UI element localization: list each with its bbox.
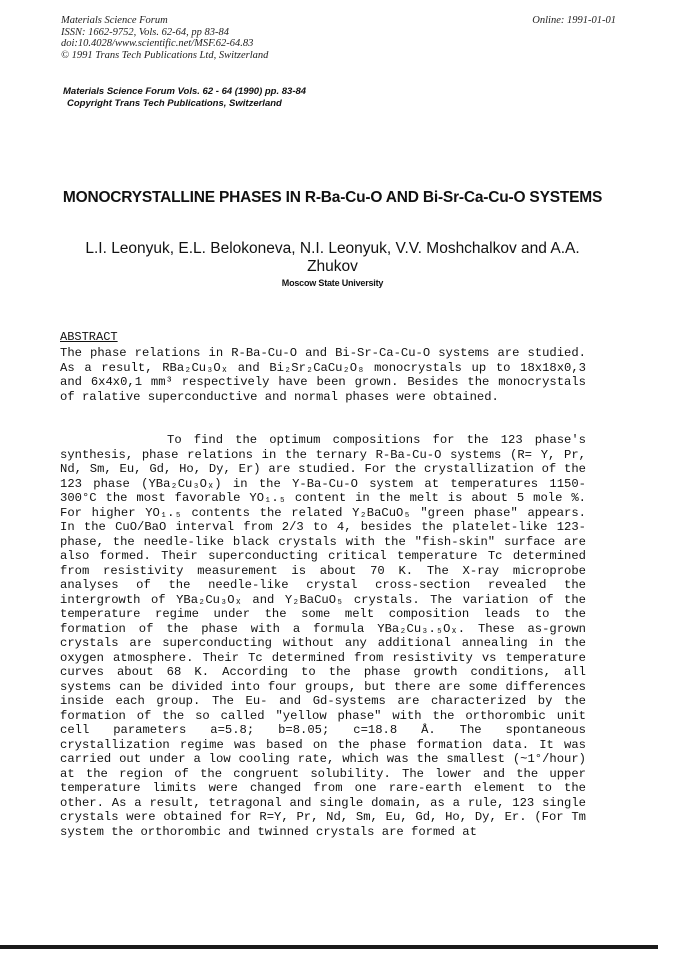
author-list: L.I. Leonyuk, E.L. Belokoneva, N.I. Leonyuk, V.V. Moshchalkov and A.A. Zhukov [85,240,580,275]
journal-citation [63,86,306,110]
doi-line[interactable]: doi:10.4028/www.scientific.net/MSF.62-64.83 [61,38,254,49]
online-date: Online: 1991-01-01 [532,15,616,26]
affiliation: Moscow State University [281,278,384,288]
journal-name: Materials Science Forum [61,15,168,26]
body-text: To find the optimum compositions for the 123 phase's synthesis, phase relations in the ternary R-Ba-Cu-O systems (R= Y, Pr, Nd, Sm, Eu, Gd, Ho, Dy, Er) are studied. For the crystallization of the 123 phase (YBa₂Cu₃Oₓ) in the Y-Ba-Cu-O system at temperatures 1150-300°C the most favorable YO₁.₅ content in the melt is about 5 mole %. For higher YO₁.₅ contents the related Y₂BaCuO₅ "green phase" appears. In the CuO/BaO interval from 2/3 to 4, besides the platelet-like 123-phase, the needle-like black crystals with the "fish-skin" surface are also formed. Their superconducting critical temperature Tc determined from resistivity measurement is about 70 K. The X-ray microprobe analyses of the needle-like crystal cross-section revealed the intergrowth of YBa₂Cu₃Oₓ and Y₂BaCuO₅ crystals. The variation of the temperature regime under the some melt composition leads to the formation of the phase with a formula YBa₂Cu₃.₅Oₓ. These as-grown crystals are superconducting without any additional annealing in the oxygen atmosphere. Their Tc determined from resistivity vs temperature curves about 68 K. According to the phase growth conditions, all systems can be divided into four groups, but there are some differences inside each group. The Eu- and Gd-systems are characterized by the formation of the so called "yellow phase" with the orthorombic unit cell parameters a=5.8; b=8.05; c=18.8 Å. The spontaneous crystallization regime was based on the phase formation data. It was carried out under a low cooling rate, which was the smallest (~1°/hour) at the region of the congruent solubility. The lower and the upper temperature limits were changed from one rare-earth element to the other. As a result, tetragonal and single domain, as a rule, 123 single crystals were obtained for R=Y, Pr, Nd, Sm, Eu, Gd, Ho, Dy, Er. (For Tm system the orthorombic and twinned crystals are formed at [60,433,586,839]
paper-title: MONOCRYSTALLINE PHASES IN R-Ba-Cu-O AND Bi-Sr-Ca-Cu-O SYSTEMS [62,189,603,206]
issn-line: ISSN: 1662-9752, Vols. 62-64, pp 83-84 [61,26,229,38]
journal-copyright-line: Copyright Trans Tech Publications, Switzerland [67,98,282,109]
copyright-notice: © 1991 Trans Tech Publications Ltd, Switzerland [61,49,269,61]
abstract-text: The phase relations in R-Ba-Cu-O and Bi-Sr-Ca-Cu-O systems are studied. As a result, RBa₂Cu₃Oₓ and Bi₂Sr₂CaCu₂O₈ monocrystals up to 18x18x0,3 and 6x4x0,1 mm³ respectively have been grown. Besides the monocrystals of ralative superconductive and normal phases were obtained. [60,346,586,404]
publication-metadata [61,15,268,61]
page-bottom-rule [0,945,658,949]
journal-volume-line: Materials Science Forum Vols. 62 - 64 (1990) pp. 83-84 [63,86,307,97]
abstract-heading: ABSTRACT [60,330,118,344]
